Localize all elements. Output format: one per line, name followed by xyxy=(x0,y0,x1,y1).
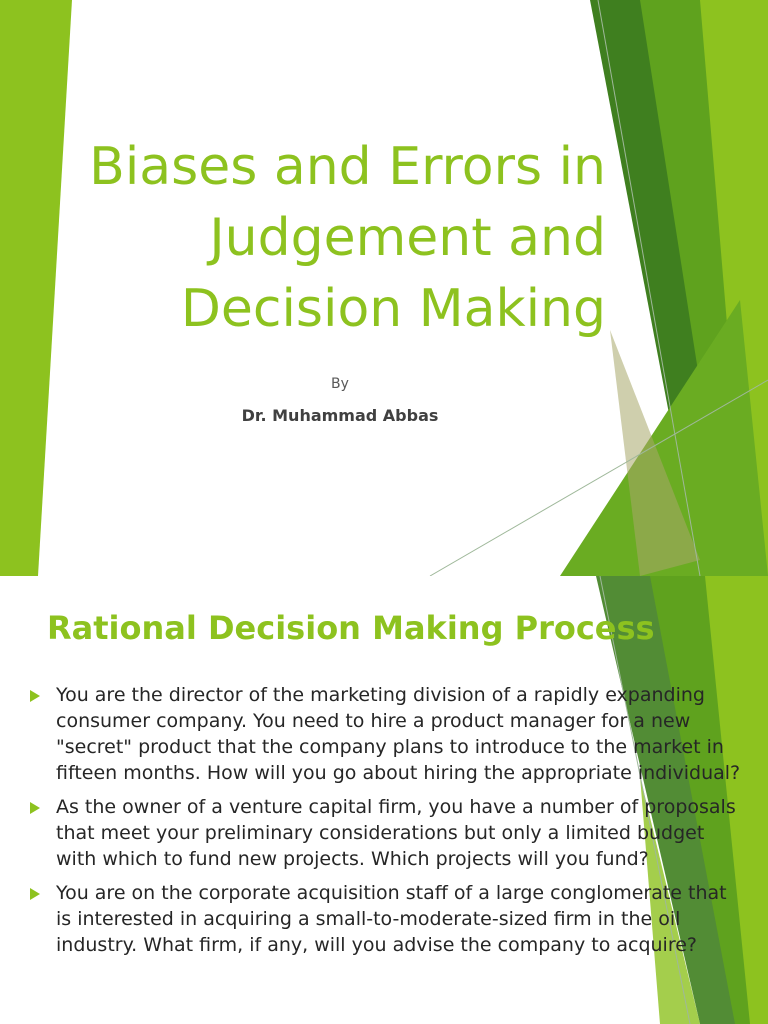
bullet-text: You are the director of the marketing division of a rapidly expanding consumer company. You need to hire a product manager for a new "secret" product that the company plans to introduce to the market in fifteen months. How will you go about hiring the appropriate individual? xyxy=(56,684,741,784)
bullet-arrow-icon xyxy=(30,690,40,702)
bullet-arrow-icon xyxy=(30,888,40,900)
list-item xyxy=(30,794,745,872)
list-item xyxy=(30,880,745,958)
title-line: Decision Making xyxy=(180,279,606,339)
bullet-list xyxy=(30,682,745,966)
bullet-text: As the owner of a venture capital firm, you have a number of proposals that meet your preliminary considerations but only a limited budget with which to fund new projects. Which projects will you fund? xyxy=(56,796,736,870)
list-item xyxy=(30,682,745,786)
title-line: Judgement and xyxy=(209,208,606,268)
title-line: Biases and Errors in xyxy=(89,137,606,197)
slide-title xyxy=(66,132,606,345)
content-slide xyxy=(0,576,768,1024)
bullet-text: You are on the corporate acquisition staff of a large conglomerate that is interested in acquiring a small-to-moderate-sized firm in the oil industry. What firm, if any, will you advise the company to acquire? xyxy=(56,882,727,956)
by-label: By xyxy=(331,376,349,392)
author-name: Dr. Muhammad Abbas xyxy=(241,406,439,425)
bullet-arrow-icon xyxy=(30,802,40,814)
slide-title: Rational Decision Making Process xyxy=(47,609,655,647)
